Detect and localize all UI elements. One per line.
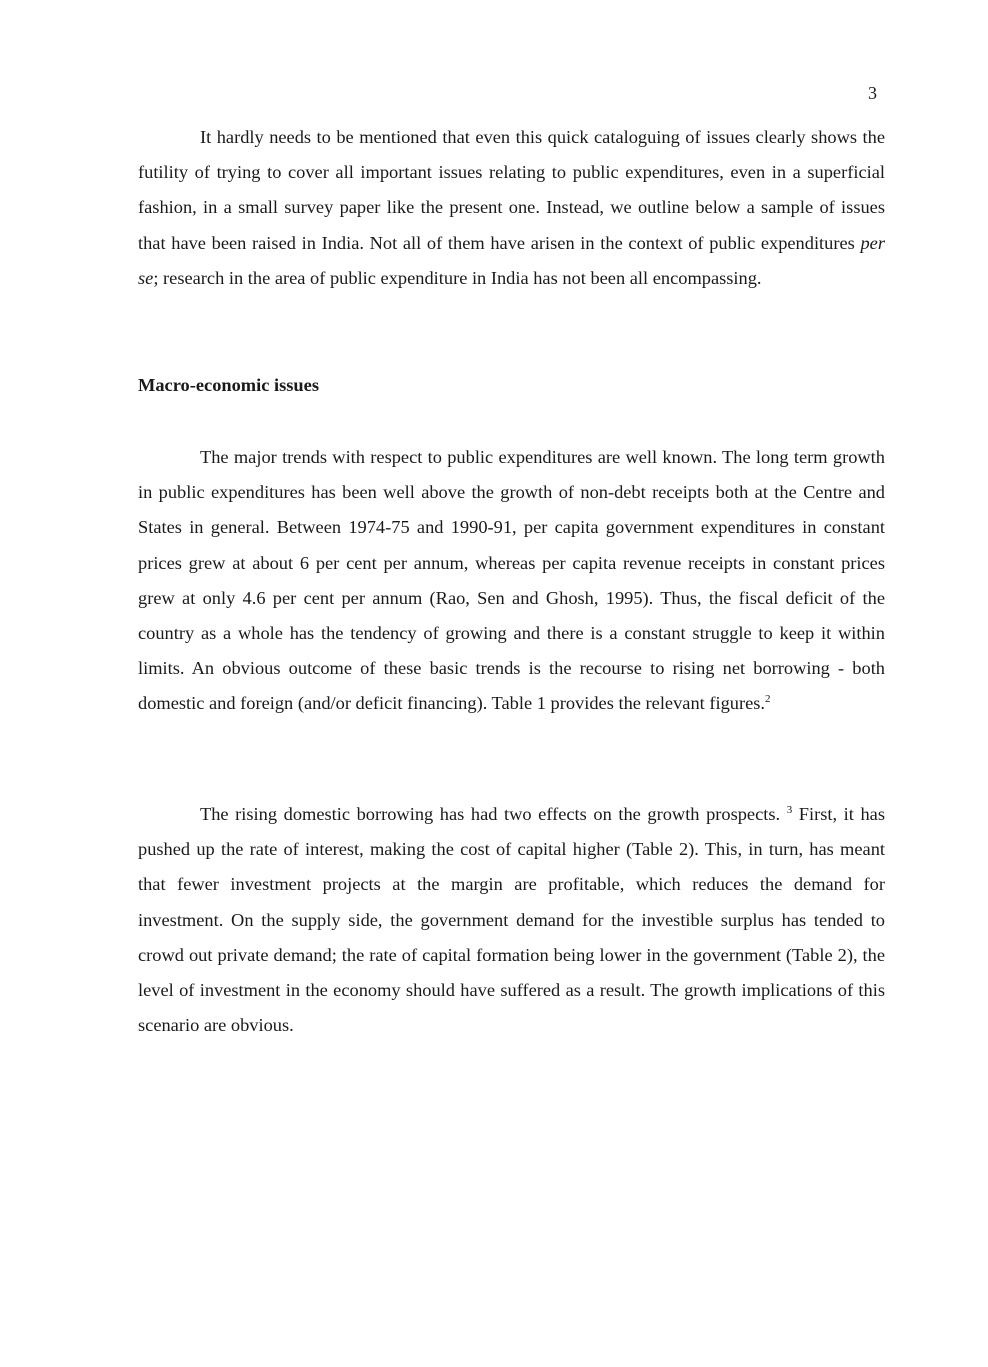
footnote-ref[interactable]: 3 [786,803,793,816]
paragraph-text: The rising domestic borrowing has had two effects on the growth prospects. [200,804,781,824]
paragraph-intro [138,120,885,296]
paragraph-borrowing [138,797,885,1043]
page-number: 3 [868,83,877,103]
section-heading: Macro-economic issues [138,375,319,395]
footnote-ref[interactable]: 2 [765,693,771,706]
paragraph-trends [138,440,885,722]
paragraph-text: ; research in the area of public expenditure in India has not been all encompassing. [153,267,762,288]
italic-phrase: per se [138,232,885,288]
paragraph-text: It hardly needs to be mentioned that even this quick cataloguing of issues clearly shows the futility of trying to cover all important issues relating to public expenditures, even in a superficial fashion, in a small survey paper like the present one. Instead, we outline below a sample of issues that have been raised in India. Not all of them have arisen in the context of public expenditures [138,127,885,253]
paragraph-text: First, it has pushed up the rate of interest, making the cost of capital higher (Table 2). This, in turn, has meant that fewer investment projects at the margin are profitable, which reduces the demand for investment. On the supply side, the government demand for the investible surplus has tended to crowd out private demand; the rate of capital formation being lower in the government (Table 2), the level of investment in the economy should have suffered as a result. The growth implications of this scenario are obvious. [138,804,885,1036]
paragraph-text: The major trends with respect to public expenditures are well known. The long term growth in public expenditures has been well above the growth of non-debt receipts both at the Centre and States in general. Between 1974-75 and 1990-91, per capita government expenditures in constant prices grew at about 6 per cent per annum, whereas per capita revenue receipts in constant prices grew at only 4.6 per cent per annum (Rao, Sen and Ghosh, 1995). Thus, the fiscal deficit of the country as a whole has the tendency of growing and there is a constant struggle to keep it within limits. An obvious outcome of these basic trends is the recourse to rising net borrowing - both domestic and foreign (and/or deficit financing). Table 1 provides the relevant figures. [138,447,885,714]
